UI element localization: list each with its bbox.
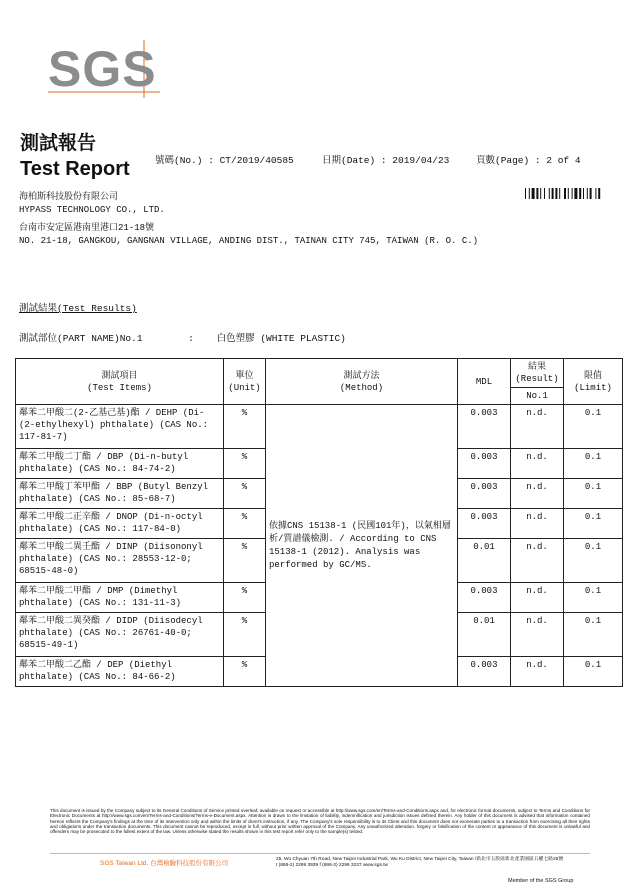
cell-mdl: 0.003 (458, 479, 511, 509)
cell-item: 鄰苯二甲酸二丁酯 / DBP (Di-n-butyl phthalate) (CAS No.: 84-74-2) (16, 449, 224, 479)
cell-result: n.d. (511, 479, 564, 509)
cell-limit: 0.1 (564, 539, 623, 583)
sgs-logo-text: SGS (48, 41, 157, 97)
cell-limit: 0.1 (564, 657, 623, 687)
cell-item: 鄰苯二甲酸二正辛酯 / DNOP (Di-n-octyl phthalate) (CAS No.: 117-84-0) (16, 509, 224, 539)
footer-address (276, 857, 563, 869)
cell-result: n.d. (511, 539, 564, 583)
cell-unit: % (224, 479, 266, 509)
cell-limit: 0.1 (564, 449, 623, 479)
cell-item: 鄰苯二甲酸二乙酯 / DEP (Diethyl phthalate) (CAS No.: 84-66-2) (16, 657, 224, 687)
barcode-bar (587, 188, 588, 199)
footer-member: Member of the SGS Group (508, 878, 574, 884)
client-name-cn: 海柏斯科技股份有限公司 (19, 192, 119, 202)
report-number: 號碼(No.) : CT/2019/40585 (155, 155, 294, 166)
cell-item: 鄰苯二甲酸二異壬酯 / DINP (Diisononyl phthalate) (CAS No.: 28553-12-0; 68515-48-0) (16, 539, 224, 583)
report-title-en: Test Report (20, 158, 130, 180)
barcode-bar (529, 188, 530, 199)
cell-mdl: 0.003 (458, 405, 511, 449)
barcode (525, 188, 615, 199)
table-header-row (16, 359, 623, 388)
cell-result: n.d. (511, 509, 564, 539)
footer-address-line2: t (886-2) 2299 3939 f (886-2) 2299 3237 www.sgs.tw (276, 863, 388, 868)
barcode-bar (595, 188, 596, 199)
barcode-bar (552, 188, 554, 199)
header-result: 結果 (Result) (511, 359, 564, 388)
report-title-cn: 測試報告 (20, 132, 97, 154)
page-number: 頁數(Page) : 2 of 4 (476, 155, 581, 166)
barcode-bar (568, 188, 569, 199)
cell-unit: % (224, 449, 266, 479)
client-address-cn: 台南市安定區港南里港口21-18號 (19, 223, 155, 233)
table-row (16, 405, 623, 449)
cell-mdl: 0.003 (458, 449, 511, 479)
header-mdl: MDL (458, 359, 511, 405)
barcode-bar (574, 188, 577, 199)
footer-divider (50, 853, 590, 854)
header-result-no: No.1 (511, 388, 564, 405)
cell-unit: % (224, 539, 266, 583)
cell-unit: % (224, 405, 266, 449)
cell-item: 鄰苯二甲酸二(2-乙基己基)酯 / DEHP (Di-(2-ethylhexyl) phthalate) (CAS No.: 117-81-7) (16, 405, 224, 449)
header-test-items: 測試項目 (Test Items) (16, 359, 224, 405)
cell-item: 鄰苯二甲酸二甲酯 / DMP (Dimethyl phthalate) (CAS No.: 131-11-3) (16, 583, 224, 613)
footer-disclaimer: This document is issued by the Company subject to its General Conditions of Service printed overleaf, available on request or accessible at http://www.sgs.com/en/Terms-and-Conditions.aspx and, for electronic format documents, subject to Terms and Conditions for Electronic Documents at http://www.sgs.com/en/Terms-and-Conditions/Terms-e-Document.aspx. Attention is drawn to the limitation of liability, indemnification and jurisdiction issues defined therein. Any holder of this document is advised that information contained hereon reflects the Company's findings at the time of its intervention only and within the limits of client's instruction, if any. The Company's sole responsibility is to its Client and this document does not exonerate parties to a transaction from exercising all their rights and obligations under the transaction documents. This document cannot be reproduced, except in full, without prior written approval of the Company. Any unauthorized alteration, forgery or falsification of the content or appearance of this document is unlawful and offenders may be prosecuted to the fullest extent of the law. Unless otherwise stated the results shown in this test report refer only to the sample(s) tested. (50, 808, 590, 835)
results-table (15, 358, 623, 687)
cell-unit: % (224, 657, 266, 687)
client-name-en: HYPASS TECHNOLOGY CO., LTD. (19, 205, 165, 215)
cell-unit: % (224, 509, 266, 539)
part-name: 測試部位(PART NAME)No.1 : 白色塑膠 (WHITE PLASTIC) (19, 333, 346, 344)
barcode-bar (564, 188, 566, 199)
cell-mdl: 0.01 (458, 613, 511, 657)
cell-mdl: 0.003 (458, 509, 511, 539)
barcode-bar (532, 188, 535, 199)
cell-mdl: 0.003 (458, 657, 511, 687)
cell-unit: % (224, 613, 266, 657)
barcode-bar (555, 188, 557, 199)
cell-mdl: 0.01 (458, 539, 511, 583)
cell-limit: 0.1 (564, 405, 623, 449)
cell-method: 依據CNS 15138-1 (民國101年)，以氣相層析/質譜儀檢測. / According to CNS 15138-1 (2012). Analysis was performed by GC/MS. (266, 405, 458, 687)
results-heading: 測試結果(Test Results) (19, 303, 137, 314)
barcode-bar (579, 188, 581, 199)
barcode-bar (572, 188, 573, 199)
cell-limit: 0.1 (564, 583, 623, 613)
barcode-bar (540, 188, 541, 199)
barcode-bar (536, 188, 538, 199)
cell-item: 鄰苯二甲酸二異癸酯 / DIDP (Diisodecyl phthalate) (CAS No.: 26761-40-0; 68515-49-1) (16, 613, 224, 657)
barcode-bar (590, 188, 592, 199)
barcode-bar (525, 188, 526, 199)
footer-company: SGS Taiwan Ltd. 台灣檢驗科技股份有限公司 (100, 860, 229, 867)
cell-result: n.d. (511, 405, 564, 449)
barcode-bar (549, 188, 550, 199)
cell-result: n.d. (511, 583, 564, 613)
footer-address-line1: 25, Wu Chyuan 7th Road, New Taipei Industrial Park, Wu Ku District, New Taipei City, Taiwan /新北市五股區新北產業園區五權七路25號 (276, 857, 564, 862)
cell-unit: % (224, 583, 266, 613)
barcode-bar (598, 188, 600, 199)
cell-result: n.d. (511, 449, 564, 479)
cell-result: n.d. (511, 657, 564, 687)
cell-limit: 0.1 (564, 509, 623, 539)
barcode-bar (544, 188, 545, 199)
cell-mdl: 0.003 (458, 583, 511, 613)
header-method: 測試方法 (Method) (266, 359, 458, 405)
cell-limit: 0.1 (564, 613, 623, 657)
barcode-bar (559, 188, 560, 199)
report-date: 日期(Date) : 2019/04/23 (322, 155, 450, 166)
client-address-en: NO. 21-18, GANGKOU, GANGNAN VILLAGE, ANDING DIST., TAINAN CITY 745, TAIWAN (R. O. C.) (19, 236, 479, 246)
cell-limit: 0.1 (564, 479, 623, 509)
barcode-bar (583, 188, 584, 199)
header-limit: 限值 (Limit) (564, 359, 623, 405)
cell-item: 鄰苯二甲酸丁苯甲酯 / BBP (Butyl Benzyl phthalate) (CAS No.: 85-68-7) (16, 479, 224, 509)
header-unit: 單位 (Unit) (224, 359, 266, 405)
cell-result: n.d. (511, 613, 564, 657)
